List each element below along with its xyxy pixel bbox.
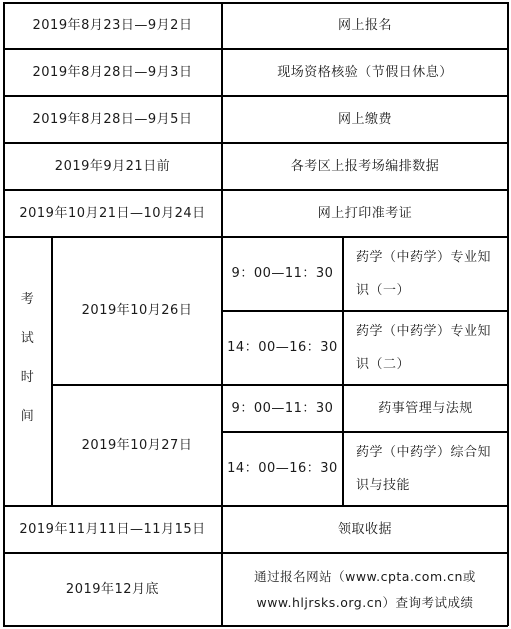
row-date: 2019年10月21日—10月24日 [19, 205, 206, 221]
exam-time-label [4, 280, 51, 450]
row-item: 现场资格核验（节假日休息） [277, 64, 453, 80]
row-item: 网上报名 [337, 17, 392, 33]
row-date: 2019年8月23日—9月2日 [32, 17, 193, 33]
exam-session-time: 14：00—16：30 [227, 340, 338, 355]
row-date: 2019年12月底 [65, 581, 160, 597]
exam-label-char: 时 [20, 370, 35, 385]
row-item: 网上打印准考证 [317, 205, 413, 221]
exam-day-date: 2019年10月26日 [81, 303, 193, 318]
row-date: 2019年8月28日—9月3日 [32, 64, 193, 80]
row-date: 2019年8月28日—9月5日 [32, 111, 193, 127]
exam-label-char: 试 [20, 331, 35, 346]
exam-session-subject: 药学（中药学）专业知识（二） [356, 324, 492, 372]
exam-day-date: 2019年10月27日 [81, 437, 193, 453]
exam-session-time: 14：00—16：30 [227, 461, 338, 476]
row-date: 2019年11月11日—11月15日 [19, 521, 206, 537]
row-date: 2019年9月21日前 [54, 158, 171, 174]
exam-session-subject: 药事管理与法规 [378, 400, 473, 416]
exam-session-time: 9：00—11：30 [231, 400, 334, 416]
row-item: 各考区上报考场编排数据 [290, 158, 440, 174]
row-item: 领取收据 [337, 521, 392, 537]
exam-session-subject: 药学（中药学）综合知识与技能 [356, 445, 492, 493]
exam-label-char: 间 [20, 409, 35, 424]
exam-session-subject: 药学（中药学）专业知识（一） [356, 250, 492, 298]
exam-session-time: 9：00—11：30 [231, 266, 334, 281]
exam-label-char: 考 [20, 292, 35, 307]
row-item: 网上缴费 [337, 111, 392, 127]
row-item: 通过报名网站（www.cpta.com.cn或www.hljrsks.org.cn）查询考试成绩 [254, 568, 476, 610]
